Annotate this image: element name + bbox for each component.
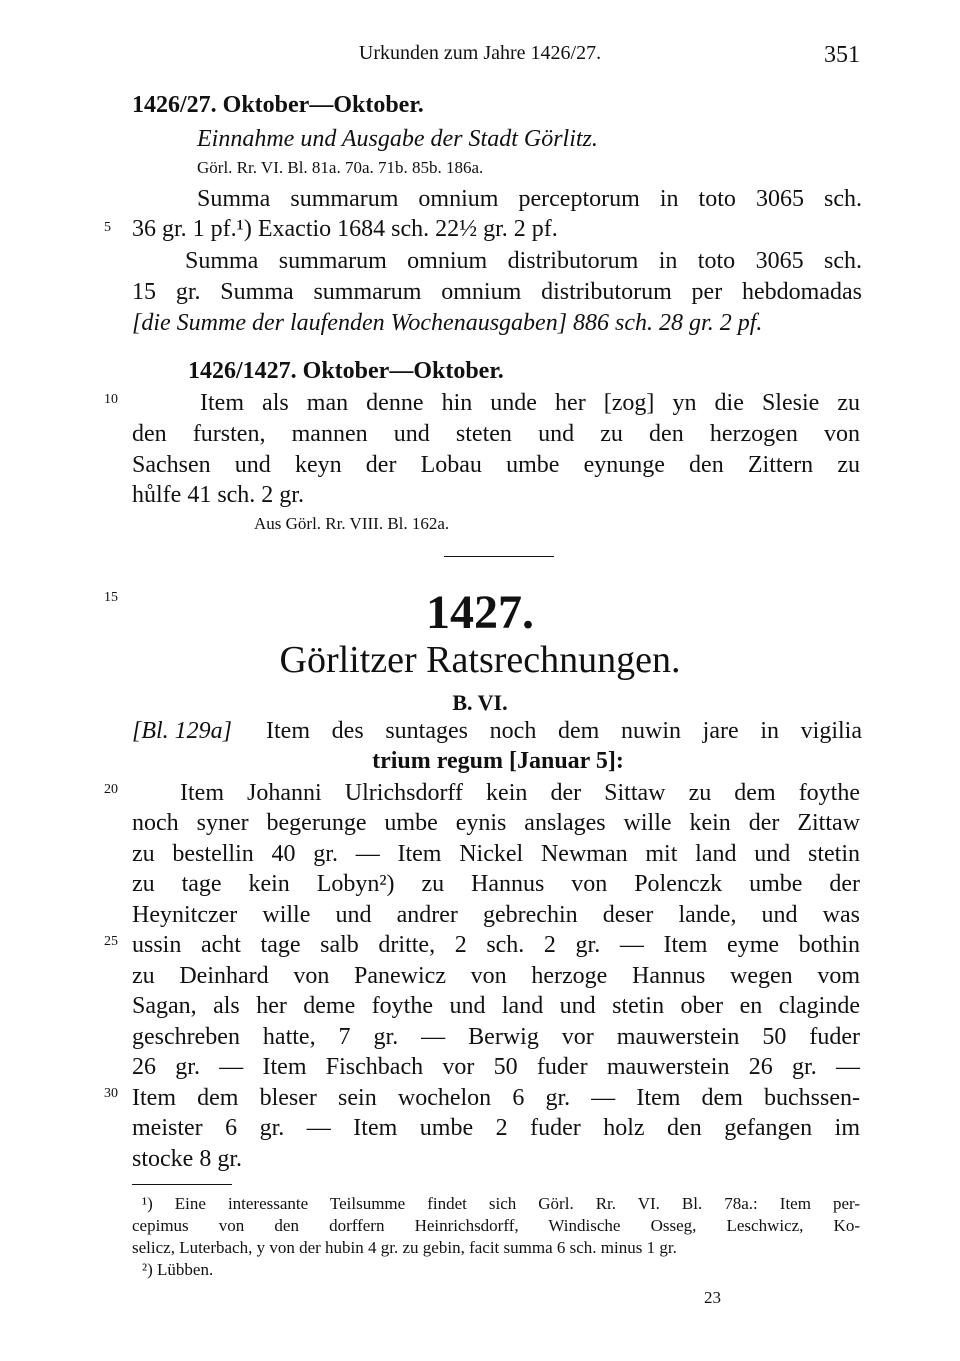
entry2-heading: 1426/1427. Oktober—Oktober. bbox=[188, 358, 504, 384]
entry3-heading-line: trium regum [Januar 5]: bbox=[372, 748, 624, 774]
entry3-heading-line: Item des suntages noch dem nuwin jare in vigilia bbox=[266, 718, 862, 744]
running-head: Urkunden zum Jahre 1426/27. bbox=[358, 42, 602, 64]
margin-line-number: 15 bbox=[104, 590, 118, 605]
entry1-source: Görl. Rr. VI. Bl. 81a. 70a. 71b. 85b. 186a. bbox=[197, 158, 484, 177]
entry3-line: meister 6 gr. — Item umbe 2 fuder holz den gefangen im bbox=[132, 1115, 860, 1141]
entry2-line: Sachsen und keyn der Lobau umbe eynunge den Zittern zu bbox=[132, 452, 860, 478]
section-subtitle: B. VI. bbox=[452, 690, 508, 715]
footnote-1-cont: selicz, Luterbach, y von der hubin 4 gr. zu gebin, facit summa 6 sch. minus 1 gr. bbox=[132, 1238, 677, 1257]
entry1-line: 36 gr. 1 pf.¹) Exactio 1684 sch. 22½ gr. 2 pf. bbox=[132, 216, 558, 242]
separator-rule bbox=[444, 556, 554, 557]
entry2-line: den fursten, mannen und steten und zu den herzogen von bbox=[132, 421, 860, 447]
footnote-rule bbox=[132, 1184, 232, 1185]
footnote-1-cont: cepimus von den dorffern Heinrichsdorff, Windische Osseg, Leschwicz, Ko- bbox=[132, 1216, 860, 1235]
entry1-line: 15 gr. Summa summarum omnium distributorum per hebdomadas bbox=[132, 279, 862, 305]
entry2-source: Aus Görl. Rr. VIII. Bl. 162a. bbox=[254, 514, 450, 533]
entry3-line: 26 gr. — Item Fischbach vor 50 fuder mauwerstein 26 gr. — bbox=[132, 1054, 860, 1080]
entry1-line: Summa summarum omnium perceptorum in toto 3065 sch. bbox=[197, 186, 862, 212]
entry3-line: zu bestellin 40 gr. — Item Nickel Newman mit land und stetin bbox=[132, 841, 860, 867]
entry1-line: [die Summe der laufenden Wochenausgaben] 886 sch. 28 gr. 2 pf. bbox=[132, 310, 763, 336]
entry3-line: zu Deinhard von Panewicz von herzoge Hannus wegen vom bbox=[132, 963, 860, 989]
margin-line-number: 25 bbox=[104, 934, 118, 949]
entry3-line: Item Johanni Ulrichsdorff kein der Sittaw zu dem foythe bbox=[180, 780, 860, 806]
entry3-line: Item dem bleser sein wochelon 6 gr. — Item dem buchssen- bbox=[132, 1085, 860, 1111]
entry3-line: stocke 8 gr. bbox=[132, 1146, 242, 1172]
margin-line-number: 10 bbox=[104, 392, 118, 407]
footnote-1: ¹) Eine interessante Teilsumme findet sich Görl. Rr. VI. Bl. 78a.: Item per- bbox=[142, 1194, 860, 1213]
printer-signature: 23 bbox=[704, 1288, 721, 1307]
margin-line-number: 5 bbox=[104, 220, 111, 235]
entry3-heading bbox=[266, 718, 862, 745]
entry3-line: Heynitczer wille und andrer gebrechin deser lande, und was bbox=[132, 902, 860, 928]
entry3-line: noch syner begerunge umbe eynis anslages wille kein der Zittaw bbox=[132, 810, 860, 836]
entry3-line: geschreben hatte, 7 gr. — Berwig vor mauwerstein 50 fuder bbox=[132, 1024, 860, 1050]
entry2-line: Item als man denne hin unde her [zog] yn die Slesie zu bbox=[200, 390, 860, 416]
entry1-heading: 1426/27. Oktober—Oktober. bbox=[132, 92, 424, 118]
margin-line-number: 20 bbox=[104, 782, 118, 797]
folio-marker: [Bl. 129a] bbox=[132, 718, 233, 744]
entry2-line: hůlfe 41 sch. 2 gr. bbox=[132, 482, 304, 508]
entry1-line: Summa summarum omnium distributorum in toto 3065 sch. bbox=[185, 248, 862, 274]
entry3-line: ussin acht tage salb dritte, 2 sch. 2 gr. — Item eyme bothin bbox=[132, 932, 860, 958]
footnote-2: ²) Lübben. bbox=[142, 1260, 214, 1279]
page-number: 351 bbox=[824, 42, 860, 68]
year-heading: 1427. bbox=[426, 586, 534, 639]
section-title: Görlitzer Ratsrechnungen. bbox=[279, 639, 681, 681]
entry3-line: zu tage kein Lobyn²) zu Hannus von Polenczk umbe der bbox=[132, 871, 860, 897]
entry1-subtitle: Einnahme und Ausgabe der Stadt Görlitz. bbox=[197, 126, 598, 152]
margin-line-number: 30 bbox=[104, 1086, 118, 1101]
entry3-line: Sagan, als her deme foythe und land und stetin ober en claginde bbox=[132, 993, 860, 1019]
